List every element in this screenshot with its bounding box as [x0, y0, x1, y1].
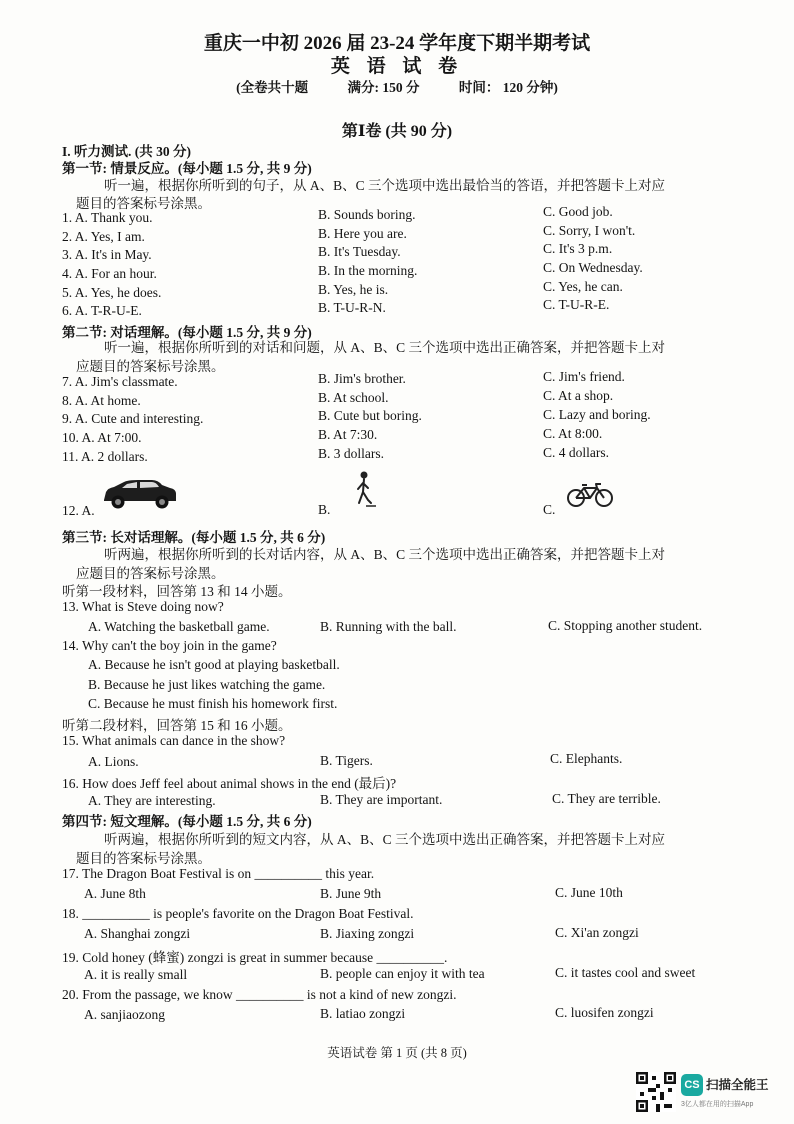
q14-option-b: B. Because he just likes watching the game. [88, 677, 326, 692]
q8-option-c: C. At a shop. [543, 388, 614, 403]
q18-option-c: C. Xi'an zongzi [555, 925, 639, 940]
part2-title: 第二节: 对话理解。(每小题 1.5 分, 共 9 分) [62, 325, 312, 340]
part3-instruction-cont: 应题目的答案标号涂黑。 [76, 566, 225, 581]
q8-option-b: B. At school. [318, 390, 389, 405]
qr-code-icon [636, 1072, 676, 1112]
q5-option-c: C. Yes, he can. [543, 279, 623, 294]
q12-option-b-label: B. [318, 502, 331, 517]
part4-title: 第四节: 短文理解。(每小题 1.5 分, 共 6 分) [62, 814, 312, 829]
q17-option-b: B. June 9th [320, 886, 382, 901]
part3-instruction: 听两遍，根据你所听到的长对话内容，从 A、B、C 三个选项中选出正确答案，并把答题卡上对 [104, 547, 666, 562]
q4-option-c: C. On Wednesday. [543, 260, 643, 275]
q7-option-b: B. Jim's brother. [318, 371, 406, 386]
car-icon [100, 476, 180, 512]
q7-option-c: C. Jim's friend. [543, 369, 625, 384]
q15-option-a: A. Lions. [88, 754, 139, 769]
q4-option-b: B. In the morning. [318, 263, 418, 278]
part1-instruction: 听一遍，根据你所听到的句子，从 A、B、C 三个选项中选出最恰当的答语，并把答题卡上对应 [104, 178, 666, 193]
scanner-logo-icon: CS [681, 1074, 703, 1096]
q9-option-c: C. Lazy and boring. [543, 407, 651, 422]
q5-option-b: B. Yes, he is. [318, 282, 389, 297]
q18-option-b: B. Jiaxing zongzi [320, 926, 415, 941]
volume-title: 第Ⅰ卷 (共 90 分) [341, 123, 453, 140]
exam-subject: 英 语 试 卷 [330, 56, 464, 77]
q20-stem: 20. From the passage, we know __________ is not a kind of new zongzi. [62, 987, 457, 1002]
part1-instruction-cont: 题目的答案标号涂黑。 [76, 196, 211, 211]
q11-option-b: B. 3 dollars. [318, 446, 384, 461]
q15-stem: 15. What animals can dance in the show? [62, 733, 286, 748]
q18-option-a: A. Shanghai zongzi [84, 926, 191, 941]
q13-stem: 13. What is Steve doing now? [62, 599, 224, 614]
q13-option-a: A. Watching the basketball game. [88, 619, 270, 634]
q10-option-a: 10. A. At 7:00. [62, 430, 142, 445]
q10-option-b: B. At 7:30. [318, 427, 378, 442]
part1-title: 第一节: 情景反应。(每小题 1.5 分, 共 9 分) [62, 161, 312, 176]
q11-option-a: 11. A. 2 dollars. [62, 449, 148, 464]
walking-person-icon [352, 470, 380, 510]
q7-option-a: 7. A. Jim's classmate. [62, 374, 178, 389]
q19-stem: 19. Cold honey (蜂蜜) zongzi is great in summer because __________. [62, 950, 448, 965]
q15-option-b: B. Tigers. [320, 753, 373, 768]
q19-option-a: A. it is really small [84, 967, 188, 982]
q17-option-a: A. June 8th [84, 886, 146, 901]
q11-option-c: C. 4 dollars. [543, 445, 609, 460]
q10-option-c: C. At 8:00. [543, 426, 603, 441]
q9-option-a: 9. A. Cute and interesting. [62, 411, 204, 426]
q14-stem: 14. Why can't the boy join in the game? [62, 638, 277, 653]
total-items: (全卷共十题 [236, 80, 309, 95]
q13-option-c: C. Stopping another student. [548, 618, 703, 633]
q6-option-a: 6. A. T-R-U-E. [62, 303, 142, 318]
q12-option-a-label: 12. A. [62, 503, 95, 518]
material-2-instruction: 听第二段材料，回答第 15 和 16 小题。 [62, 718, 292, 733]
exam-time: 时间： 120 分钟) [458, 80, 558, 95]
q19-option-c: C. it tastes cool and sweet [555, 965, 696, 980]
q6-option-b: B. T-U-R-N. [318, 300, 386, 315]
q16-stem: 16. How does Jeff feel about animal shows in the end (最后)? [62, 776, 397, 791]
q20-option-a: A. sanjiaozong [84, 1007, 165, 1022]
page-footer: 英语试卷 第 1 页 (共 8 页) [327, 1046, 467, 1060]
q17-stem: 17. The Dragon Boat Festival is on __________ this year. [62, 866, 375, 881]
exam-title: 重庆一中初 2026 届 23-24 学年度下期半期考试 [203, 33, 591, 54]
q3-option-c: C. It's 3 p.m. [543, 241, 613, 256]
bicycle-icon [566, 482, 614, 508]
section-title: I. 听力测试. (共 30 分) [62, 144, 191, 159]
q1-option-b: B. Sounds boring. [318, 207, 416, 222]
full-score: 满分: 150 分 [347, 80, 420, 95]
q14-option-c: C. Because he must finish his homework first. [88, 696, 338, 711]
scanner-app-name: 扫描全能王 [706, 1078, 769, 1092]
q16-option-b: B. They are important. [320, 792, 443, 807]
q2-option-b: B. Here you are. [318, 226, 407, 241]
q3-option-a: 3. A. It's in May. [62, 247, 152, 262]
q12-option-c-label: C. [543, 502, 556, 517]
part4-instruction-cont: 题目的答案标号涂黑。 [76, 851, 211, 866]
q1-option-a: 1. A. Thank you. [62, 210, 153, 225]
q13-option-b: B. Running with the ball. [320, 619, 457, 634]
q5-option-a: 5. A. Yes, he does. [62, 285, 162, 300]
q20-option-c: C. luosifen zongzi [555, 1005, 654, 1020]
part2-instruction: 听一遍，根据你所听到的对话和问题，从 A、B、C 三个选项中选出正确答案，并把答题卡上对 [104, 340, 666, 355]
q18-stem: 18. __________ is people's favorite on the Dragon Boat Festival. [62, 906, 414, 921]
q16-option-c: C. They are terrible. [552, 791, 661, 806]
q20-option-b: B. latiao zongzi [320, 1006, 406, 1021]
q2-option-a: 2. A. Yes, I am. [62, 229, 145, 244]
q1-option-c: C. Good job. [543, 204, 613, 219]
q3-option-b: B. It's Tuesday. [318, 244, 401, 259]
q17-option-c: C. June 10th [555, 885, 623, 900]
q8-option-a: 8. A. At home. [62, 393, 141, 408]
part2-instruction-cont: 应题目的答案标号涂黑。 [76, 359, 225, 374]
material-1-instruction: 听第一段材料，回答第 13 和 14 小题。 [62, 584, 292, 599]
scanner-tagline: 3亿人都在用的扫描App [681, 1101, 754, 1108]
q19-option-b: B. people can enjoy it with tea [320, 966, 485, 981]
part3-title: 第三节: 长对话理解。(每小题 1.5 分, 共 6 分) [62, 530, 326, 545]
q4-option-a: 4. A. For an hour. [62, 266, 157, 281]
q6-option-c: C. T-U-R-E. [543, 297, 610, 312]
q2-option-c: C. Sorry, I won't. [543, 223, 636, 238]
exam-info [0, 76, 794, 96]
q15-option-c: C. Elephants. [550, 751, 623, 766]
part4-instruction: 听两遍，根据你所听到的短文内容，从 A、B、C 三个选项中选出正确答案，并把答题卡上对应 [104, 832, 666, 847]
q9-option-b: B. Cute but boring. [318, 408, 422, 423]
q14-option-a: A. Because he isn't good at playing basketball. [88, 657, 340, 672]
q16-option-a: A. They are interesting. [88, 793, 216, 808]
